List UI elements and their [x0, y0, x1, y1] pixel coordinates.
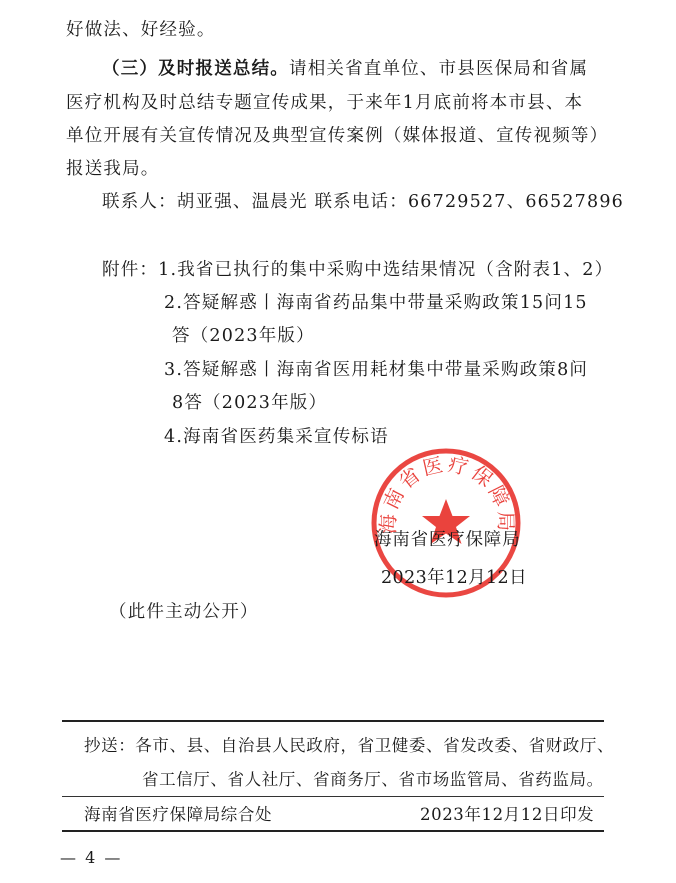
body-line-3: 医疗机构及时总结专题宣传成果，于来年1月底前将本市县、本 [66, 93, 584, 113]
section-3-heading: （三）及时报送总结。 [102, 59, 289, 79]
body-line-1: 好做法、好经验。 [66, 20, 216, 40]
contact-line: 联系人：胡亚强、温晨光 联系电话：66729527、66527896 [102, 192, 625, 212]
attachment-item-2-cont: 答（2023年版） [172, 326, 315, 346]
section-3-line [102, 57, 588, 81]
attachment-item-3: 3.答疑解惑丨海南省医用耗材集中带量采购政策8问 [164, 360, 589, 380]
footer-top-rule [62, 720, 604, 722]
attachment-lead: 附件： [102, 260, 159, 280]
issuer-office: 海南省医疗保障局综合处 [84, 805, 273, 824]
attachment-item-3-cont: 8答（2023年版） [172, 393, 328, 413]
section-3-text: 请相关省直单位、市县医保局和省属 [289, 59, 589, 79]
cc-line-2: 省工信厅、省人社厅、省商务厅、省市场监管局、省药监局。 [142, 770, 604, 789]
body-line-5: 报送我局。 [66, 159, 160, 179]
attachment-item-1: 1.我省已执行的集中采购中选结果情况（含附表1、2） [158, 260, 614, 280]
seal-text-path: 海南省医疗保障局 [375, 451, 519, 535]
attachment-item-1-line [102, 258, 613, 282]
cc-line-1: 抄送：各市、县、自治县人民政府，省卫健委、省发改委、省财政厅、 [84, 736, 615, 755]
page-number: — 4 — [60, 848, 123, 867]
footer-bottom-rule [62, 830, 604, 832]
disclosure-note: （此件主动公开） [109, 602, 259, 622]
attachment-item-4: 4.海南省医药集采宣传标语 [164, 427, 389, 447]
issue-date: 2023年12月12日印发 [420, 805, 595, 824]
signature-org: 海南省医疗保障局 [374, 530, 521, 550]
body-line-4: 单位开展有关宣传情况及典型宣传案例（媒体报道、宣传视频等） [66, 126, 609, 146]
attachment-item-2: 2.答疑解惑丨海南省药品集中带量采购政策15问15 [164, 293, 588, 313]
signature-date: 2023年12月12日 [381, 568, 527, 588]
footer-middle-rule [62, 796, 604, 797]
